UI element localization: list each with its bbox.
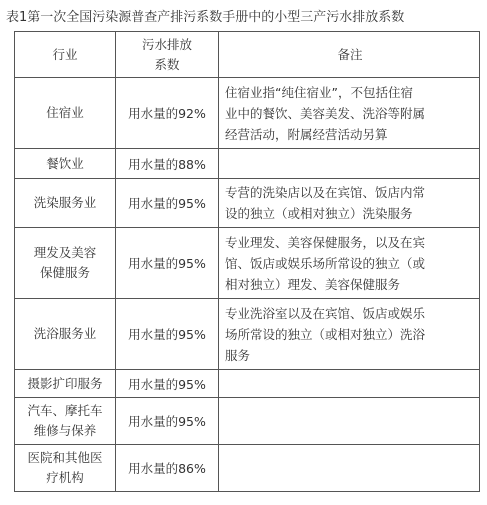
- remark-line: 经营活动，附属经营活动另算: [225, 126, 388, 142]
- remark-line: 服务: [225, 347, 251, 363]
- industry-line: 摄影扩印服务: [27, 375, 103, 391]
- industry-line: 餐饮业: [46, 155, 84, 171]
- header-coefficient: [116, 32, 219, 78]
- header-coefficient-line1: 污水排放: [141, 36, 192, 52]
- table-header-row: [15, 32, 480, 78]
- industry-line: 维修与保养: [33, 423, 97, 438]
- coefficient-cell: 用水量的95%: [116, 228, 219, 299]
- industry-line: 理发及美容: [33, 245, 97, 260]
- table-row: [15, 445, 480, 492]
- coefficient-cell: 用水量的92%: [116, 78, 219, 149]
- coefficient-cell: 用水量的86%: [116, 445, 219, 492]
- coefficient-cell: 用水量的88%: [116, 149, 219, 179]
- table-caption: 表1第一次全国污染源普查产排污系数手册中的小型三产污水排放系数: [6, 10, 405, 25]
- coefficient-table: [14, 31, 480, 492]
- remark-line: 住宿业指“纯住宿业”，不包括住宿: [225, 84, 413, 100]
- industry-line: 保健服务: [39, 265, 90, 280]
- header-industry: 行业: [15, 32, 116, 78]
- industry-line: 汽车、摩托车: [27, 403, 103, 418]
- coefficient-cell: 用水量的95%: [116, 179, 219, 228]
- industry-line: 住宿业: [46, 105, 84, 120]
- table-row: [15, 370, 480, 398]
- remark-cell: [219, 445, 480, 492]
- industry-cell: [15, 149, 116, 179]
- industry-cell: [15, 398, 116, 445]
- industry-line: 洗染服务业: [33, 195, 97, 210]
- coefficient-cell: 用水量的95%: [116, 299, 219, 370]
- industry-cell: [15, 299, 116, 370]
- remark-cell: [219, 299, 480, 370]
- remark-cell: [219, 179, 480, 228]
- industry-line: 洗浴服务业: [33, 326, 97, 341]
- coefficient-cell: 用水量的95%: [116, 398, 219, 445]
- remark-cell: [219, 78, 480, 149]
- table-row: [15, 78, 480, 149]
- remark-cell: [219, 228, 480, 299]
- remark-line: 场所常设的独立（或相对独立）洗浴: [225, 326, 426, 342]
- remark-line: 设的独立（或相对独立）洗染服务: [225, 206, 413, 221]
- industry-line: 医院和其他医: [27, 450, 103, 465]
- header-remark: 备注: [219, 32, 480, 78]
- remark-line: 馆、饭店或娱乐场所常设的独立（或: [225, 255, 426, 271]
- header-coefficient-line2: 系数: [154, 56, 180, 72]
- remark-line: 专业理发、美容保健服务，以及在宾: [225, 234, 426, 250]
- table-row: [15, 398, 480, 445]
- remark-cell: [219, 398, 480, 445]
- industry-cell: [15, 228, 116, 299]
- industry-cell: [15, 179, 116, 228]
- table-row: [15, 149, 480, 179]
- remark-cell: [219, 149, 480, 179]
- industry-cell: [15, 78, 116, 149]
- remark-line: 业中的餐饮、美容美发、洗浴等附属: [225, 105, 426, 121]
- table-row: [15, 179, 480, 228]
- remark-line: 专营的洗染店以及在宾馆、饭店内常: [225, 185, 426, 200]
- remark-cell: [219, 370, 480, 398]
- table-row: [15, 299, 480, 370]
- remark-line: 相对独立）理发、美容保健服务: [225, 276, 401, 292]
- industry-cell: [15, 445, 116, 492]
- industry-cell: [15, 370, 116, 398]
- coefficient-cell: 用水量的95%: [116, 370, 219, 398]
- table-row: [15, 228, 480, 299]
- industry-line: 疗机构: [46, 470, 84, 485]
- remark-line: 专业洗浴室以及在宾馆、饭店或娱乐: [225, 305, 426, 321]
